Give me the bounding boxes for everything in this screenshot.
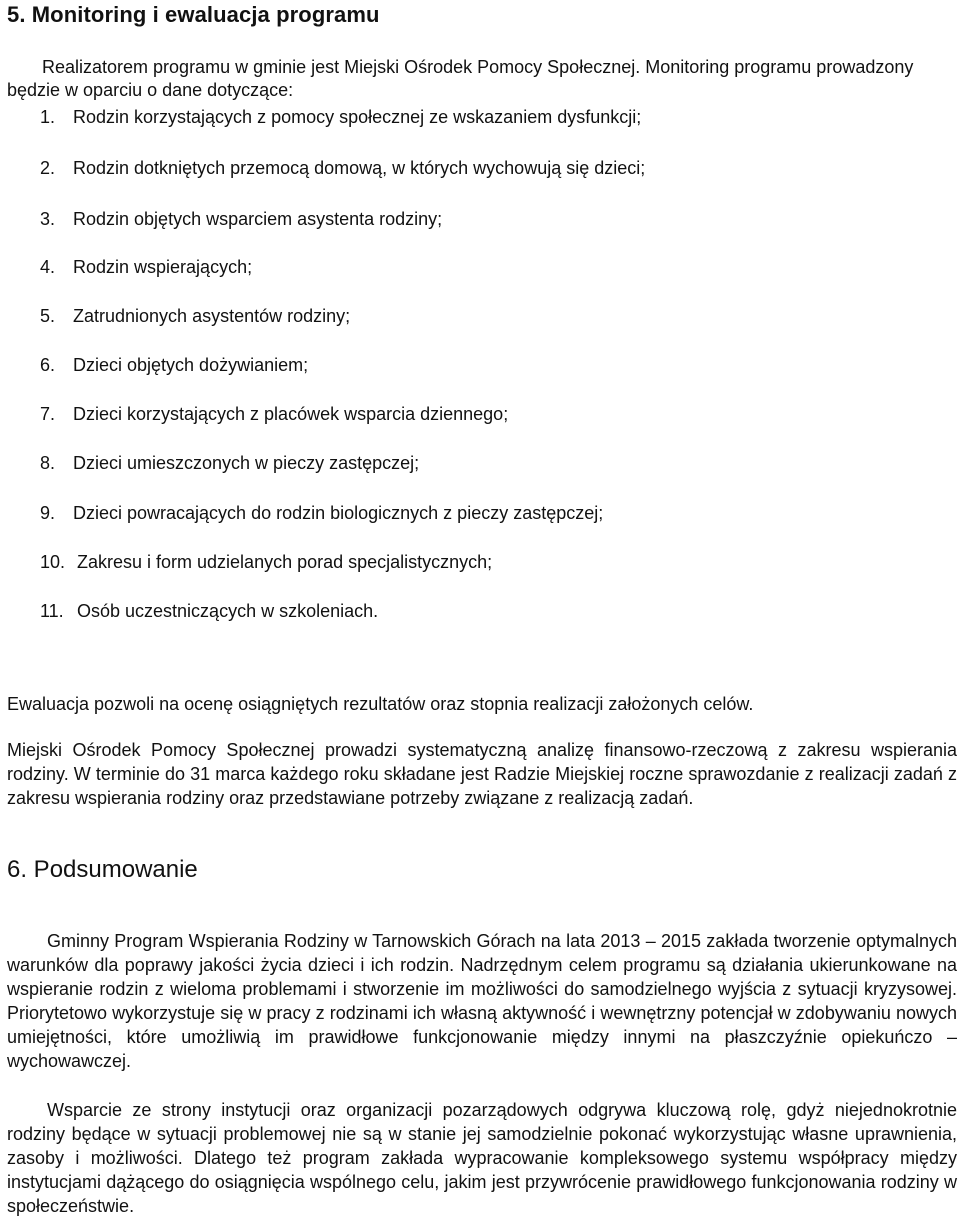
list-item (40, 600, 940, 622)
list-item-text: Zatrudnionych asystentów rodziny; (73, 306, 351, 326)
list-item-text: Rodzin objętych wsparciem asystenta rodziny; (73, 209, 443, 229)
list-item-number: 10. (40, 552, 66, 572)
list-item (40, 403, 940, 425)
list-item (40, 157, 940, 179)
list-item (40, 256, 940, 278)
section-6-heading: 6. Podsumowanie (7, 856, 198, 883)
evaluation-paragraph: Ewaluacja pozwoli na ocenę osiągniętych rezultatów oraz stopnia realizacji założonych celów. (7, 694, 754, 714)
list-item-number: 8. (40, 453, 56, 473)
list-item (40, 305, 940, 327)
list-item-number: 9. (40, 503, 56, 523)
monitoring-intro: Realizatorem programu w gminie jest Miejski Ośrodek Pomocy Społecznej. Monitoring programu prowadzony będzie w oparciu o dane dotyczące: (7, 57, 914, 100)
list-item-number: 3. (40, 209, 56, 229)
list-item-text: Rodzin korzystających z pomocy społecznej ze wskazaniem dysfunkcji; (73, 107, 642, 127)
list-item (40, 106, 940, 128)
list-item-text: Dzieci umieszczonych w pieczy zastępczej; (73, 453, 420, 473)
list-item-number: 1. (40, 107, 56, 127)
list-item-text: Osób uczestniczących w szkoleniach. (77, 601, 379, 621)
list-item (40, 502, 940, 524)
list-item-text: Dzieci powracających do rodzin biologicznych z pieczy zastępczej; (73, 503, 604, 523)
list-item-number: 11. (40, 601, 64, 621)
list-item (40, 551, 940, 573)
list-item-number: 2. (40, 158, 56, 178)
section-5-heading: 5. Monitoring i ewaluacja programu (7, 2, 380, 27)
list-item-number: 6. (40, 355, 56, 375)
list-item (40, 452, 940, 474)
list-item-text: Dzieci objętych dożywianiem; (73, 355, 309, 375)
list-item-text: Zakresu i form udzielanych porad specjalistycznych; (77, 552, 493, 572)
list-item-number: 7. (40, 404, 56, 424)
list-item-number: 4. (40, 257, 56, 277)
summary-paragraph-1: Gminny Program Wspierania Rodziny w Tarnowskich Górach na lata 2013 – 2015 zakłada tworzenie optymalnych warunków dla poprawy jakości życia dzieci i ich rodzin. Nadrzędnym celem programu są działania ukierunkowane na wspieranie rodzin z wieloma problemami i stworzenie im możliwości do samodzielnego wyjścia z sytuacji kryzysowej. Priorytetowo wykorzystuje się w pracy z rodzinami ich własną aktywność i wewnętrzny potencjał w zdobywaniu nowych umiejętności, które umożliwią im prawidłowe funkcjonowanie między innymi na płaszczyźnie opiekuńczo – wychowawczej. (7, 931, 957, 1071)
list-item-number: 5. (40, 306, 56, 326)
list-item-text: Dzieci korzystających z placówek wsparcia dziennego; (73, 404, 509, 424)
list-item-text: Rodzin dotkniętych przemocą domową, w których wychowują się dzieci; (73, 158, 646, 178)
summary-paragraph-2: Wsparcie ze strony instytucji oraz organizacji pozarządowych odgrywa kluczową rolę, gdyż niejednokrotnie rodziny będące w sytuacji problemowej nie są w stanie jej samodzielnie pokonać wykorzystując własne uprawnienia, zasoby i możliwości. Dlatego też program zakłada wypracowanie kompleksowego systemu współpracy między instytucjami dążącego do osiągnięcia wspólnego celu, jakim jest przywrócenie prawidłowego funkcjonowania rodziny w społeczeństwie. (7, 1100, 957, 1216)
reporting-paragraph: Miejski Ośrodek Pomocy Społecznej prowadzi systematyczną analizę finansowo-rzeczową z zakresu wspierania rodziny. W terminie do 31 marca każdego roku składane jest Radzie Miejskiej roczne sprawozdanie z realizacji zadań z zakresu wspierania rodziny oraz przedstawiane potrzeby związane z realizacją zadań. (7, 740, 957, 808)
list-item (40, 354, 940, 376)
list-item (40, 208, 940, 230)
list-item-text: Rodzin wspierających; (73, 257, 253, 277)
